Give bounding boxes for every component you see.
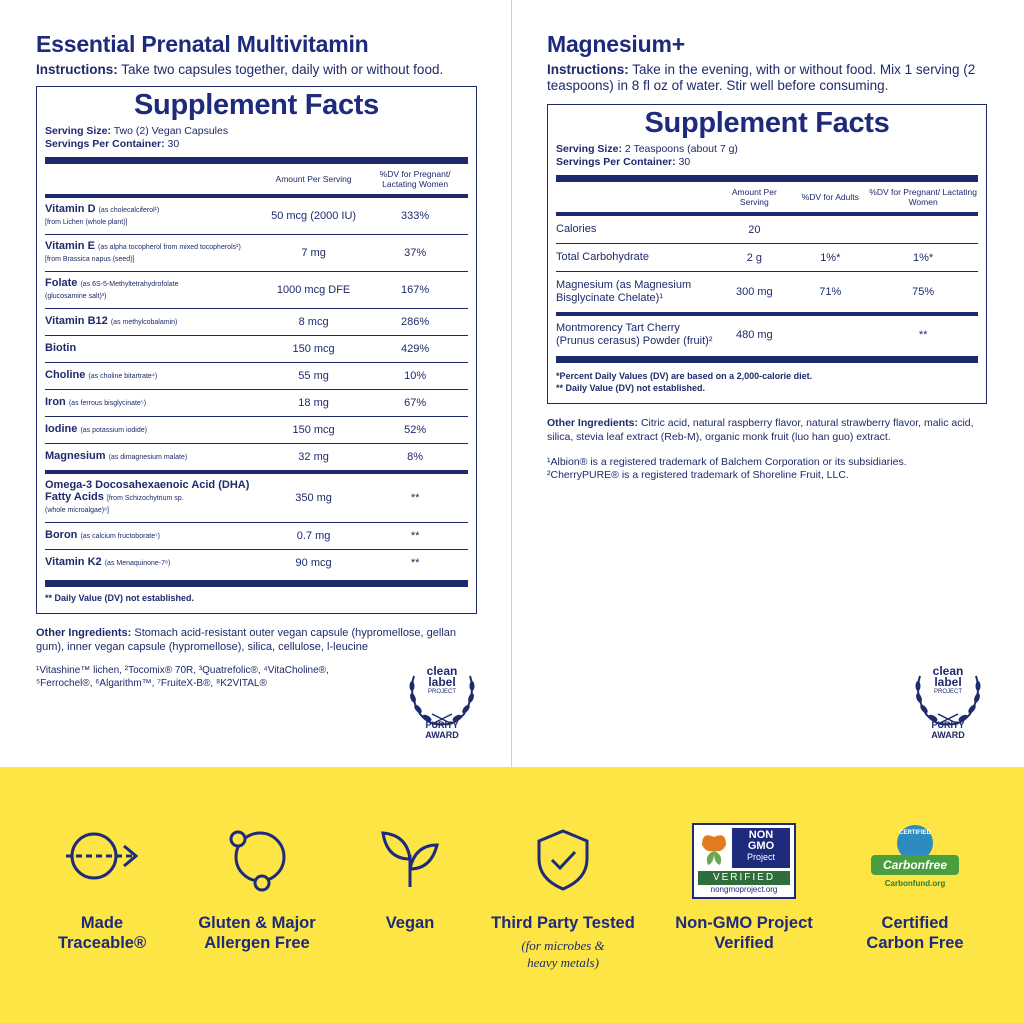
supplement-facts-panel <box>547 104 987 404</box>
non-gmo-logo: NON GMO Project VERIFIED nongmoproject.org <box>692 823 796 899</box>
nutrient-row: Vitamin D (as cholecalciferol¹) [from Lichen (whole plant)] 50 mcg (2000 IU) 333% <box>45 203 430 226</box>
nutrient-rows-extra <box>45 474 468 576</box>
supplement-facts-panel <box>36 86 477 614</box>
nutrient-row: Magnesium (as Magnesium Bisglycinate Chelate)¹ 300 mg 71% 75% <box>556 272 978 313</box>
nutrient-row: Vitamin K2 (as Menaquinone-7⁸) 90 mcg ** <box>45 550 468 577</box>
shield-check-icon <box>535 829 591 896</box>
nutrient-row: Magnesium (as dimagnesium malate) 32 mg 8% <box>45 444 468 471</box>
nutrient-row: Iron (as ferrous bisglycinate⁵) 18 mg 67% <box>45 390 468 417</box>
nutrient-rows <box>45 198 468 470</box>
serving-info: Serving Size: 2 Teaspoons (about 7 g) Servings Per Container: 30 <box>556 143 738 168</box>
clean-label-badge: clean label PROJECT PURITY AWARD <box>402 664 482 744</box>
magnesium-column <box>547 0 992 482</box>
instructions: Instructions: Take two capsules together, daily with or without food. <box>36 62 444 77</box>
nutrient-row: Vitamin B12 (as methylcobalamin) 8 mcg 286% <box>45 309 468 336</box>
product-title: Essential Prenatal Multivitamin <box>36 31 369 57</box>
nutrient-table: Amount Per Serving %DV for Adults %DV for Pregnant/ Lactating Women <box>731 187 977 207</box>
nutrient-row: Iodine (as potassium iodide) 150 mcg 52% <box>45 417 468 444</box>
trademarks: ¹Vitashine™ lichen, ²Tocomix® 70R, ³Quatrefolic®, ⁴VitaCholine®, ⁵Ferrochel®, ⁶Algarithm™, ⁷FruiteX-B®, ⁸K2VITAL® <box>36 665 329 689</box>
cherry-row: Montmorency Tart Cherry (Prunus cerasus) Powder (fruit)² 480 mg ** <box>556 322 928 347</box>
nutrient-table: Amount Per Serving %DV for Pregnant/ Lactating Women <box>275 169 451 189</box>
footnote-not-established: ** Daily Value (DV) not established. <box>556 383 706 393</box>
footnote: ** Daily Value (DV) not established. <box>45 593 195 603</box>
product-title: Magnesium+ <box>547 31 685 57</box>
facts-title: Supplement Facts <box>644 107 890 139</box>
nutrient-row: Biotin 150 mcg 429% <box>45 336 468 363</box>
facts-title: Supplement Facts <box>134 89 379 121</box>
instructions: Instructions: Take in the evening, with or without food. Mix 1 serving (2 teaspoons) in 8 fl oz of water. Stir well before consuming. <box>547 62 976 93</box>
prenatal-column <box>36 0 481 690</box>
sprout-icon <box>379 829 441 894</box>
carbonfree-logo: CERTIFIED Carbonfree Carbonfund.org <box>867 825 963 899</box>
nutrient-row: Boron (as calcium fructoborate⁷) 0.7 mg ** <box>45 523 468 550</box>
nutrient-row: Choline (as choline bitartrate⁴) 55 mg 10% <box>45 363 468 390</box>
nutrient-row: Omega-3 Docosahexaenoic Acid (DHA) Fatty Acids [from Schizochytrium sp. (whole microalgae)⁶] 350 mg ** <box>45 479 420 514</box>
footnote-dv: *Percent Daily Values (DV) are based on a 2,000-calorie diet. <box>556 371 813 381</box>
nutrient-row: Vitamin E (as alpha tocopherol from mixed tocopherols²) [from Brassica napus (seed)] 7 mg 37% <box>45 235 468 272</box>
serving-info: Serving Size: Two (2) Vegan Capsules Servings Per Container: 30 <box>45 125 229 150</box>
butterfly-icon <box>700 831 728 871</box>
features-banner: Made Traceable® Gluten & Major Allergen Free Vegan Third Party Tested (for microbes & heavy metals) NON GMO Project VERIFIED nongmoproject.org Non-GMO Project Verified CERTIFIED Carbonfree Carbonfund.org Certified Carbon Free <box>0 767 1024 1023</box>
other-ingredients: Other Ingredients: Stomach acid-resistant outer vegan capsule (hypromellose, gellan gum), inner vegan capsule (hypromellose), silica, cellulose, l-leucine <box>36 627 457 653</box>
allergen-free-icon <box>224 829 290 900</box>
nutrient-row: Total Carbohydrate 2 g 1%* 1%* <box>556 244 978 272</box>
trademarks: ¹Albion® is a registered trademark of Balchem Corporation or its subsidiaries. ²CherryPURE® is a registered trademark of Shoreline Fruit, LLC. <box>547 456 907 481</box>
column-divider <box>511 0 512 767</box>
nutrient-row: Calories 20 <box>556 223 761 236</box>
other-ingredients: Other Ingredients: Citric acid, natural raspberry flavor, natural strawberry flavor, malic acid, silica, stevia leaf extract (Reb-M), organic monk fruit (luo han guo) extract. <box>547 417 974 443</box>
nutrient-row: Folate (as 6S-5-Methyltetrahydrofolate (glucosamine salt)³) 1000 mcg DFE 167% <box>45 272 468 309</box>
clean-label-badge: clean label PROJECT PURITY AWARD <box>908 664 988 744</box>
traceable-arrow-icon <box>64 829 140 888</box>
nutrient-rows <box>556 216 978 312</box>
